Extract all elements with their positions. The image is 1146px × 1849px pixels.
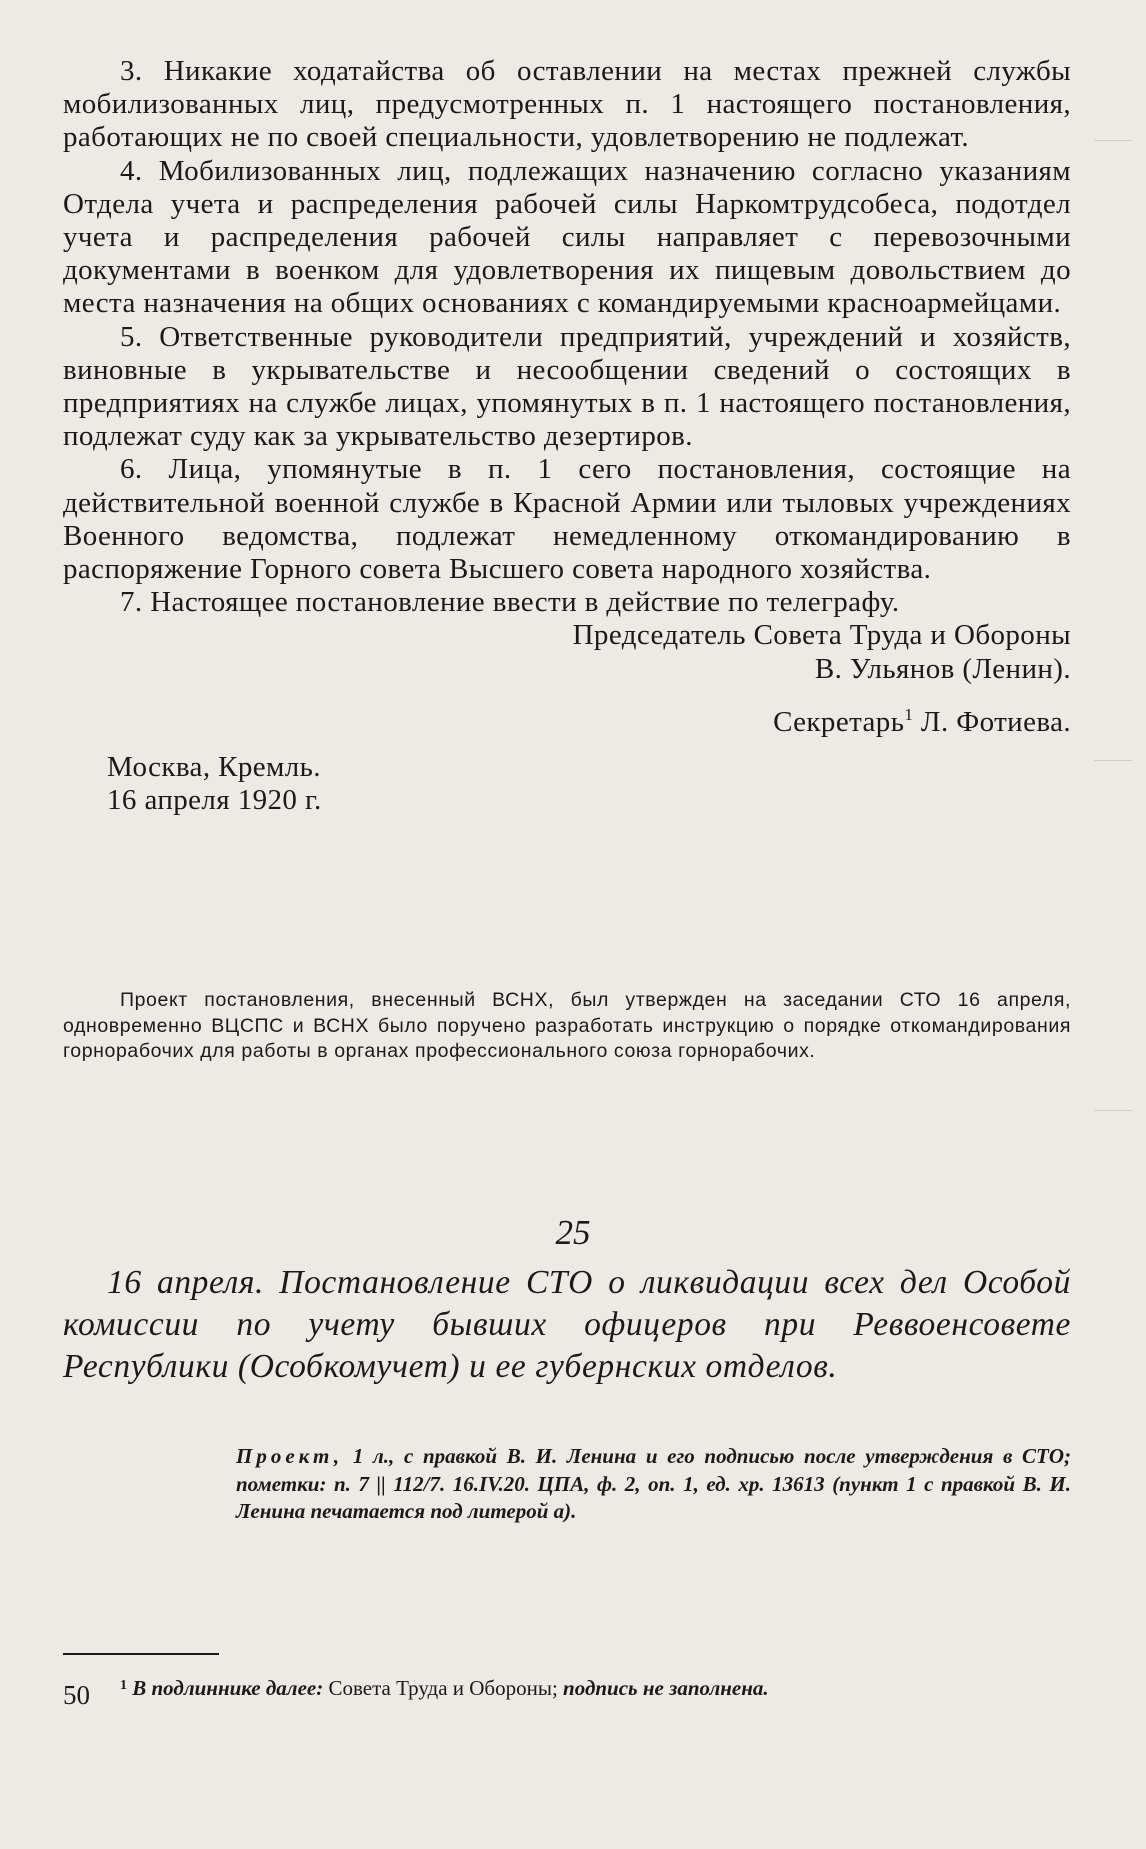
page-number <box>63 1680 90 1711</box>
secretary-label: Секретарь <box>773 705 905 738</box>
editorial-note: Проект постановления, внесенный ВСНХ, был утвержден на заседании СТО 16 апреля, одновременно ВЦСПС и ВСНХ было поручено разработать инструкцию о порядке откомандирования горнорабочих для работы в органах профессионального союза горнорабочих. <box>63 989 1071 1062</box>
paragraph-6: 6. Лица, упомянутые в п. 1 сего постановления, состоящие на действительной военной службе в Красной Армии или тыловых учреждениях Военного ведомства, подлежат немедленному откомандированию в распоряжение Горного совета Высшего совета народного хозяйства. <box>63 453 1071 586</box>
footnote-lead: В подлиннике далее: <box>132 1676 324 1700</box>
paragraph-5: 5. Ответственные руководители предприятий, учреждений и хозяйств, виновные в укрывательстве и несообщении сведений о состоящих в предприятиях на службе лицах, упомянутых в п. 1 настоящего постановления, подлежат суду как за укрывательство дезертиров. <box>63 320 1071 453</box>
decree-body <box>63 55 1071 817</box>
archive-lead: Проект, <box>236 1444 344 1468</box>
show-through-mark <box>1094 140 1132 141</box>
footnote-divider <box>63 1653 219 1655</box>
show-through-mark <box>1094 760 1132 761</box>
secretary-name: Л. Фотиева. <box>920 705 1071 738</box>
footnote-text: Совета Труда и Обороны; <box>328 1676 558 1700</box>
footnote <box>63 1672 1071 1702</box>
footnote-mark: 1 <box>120 1678 127 1693</box>
chairman-name: В. Ульянов (Ленин). <box>814 652 1071 685</box>
document-number: 25 <box>555 1213 591 1252</box>
chairman-title: Председатель Совета Труда и Обороны <box>572 619 1071 652</box>
paragraph-7: 7. Настоящее постановление ввести в действие по телеграфу. <box>120 586 900 619</box>
footnote-tail: подпись не заполнена. <box>563 1676 769 1700</box>
secretary-line <box>63 698 1071 739</box>
archive-text: 1 л., с правкой В. И. Ленина и его подписью после утверждения в СТО; пометки: п. 7 || 112/7. 16.IV.20. ЦПА, ф. 2, оп. 1, ед. хр. 13613 (пункт 1 с правкой В. И. Ленина печатается под литерой а). <box>236 1444 1072 1523</box>
date-line: 16 апреля 1920 г. <box>107 784 322 817</box>
document-title: 16 апреля. Постановление СТО о ликвидации всех дел Особой комиссии по учету бывших офицеров при Реввоенсовете Республики (Особкомучет) и ее губернских отделов. <box>63 1264 1071 1385</box>
archive-reference <box>236 1443 1071 1526</box>
show-through-mark <box>1094 1110 1132 1111</box>
paragraph-4: 4. Мобилизованных лиц, подлежащих назначению согласно указаниям Отдела учета и распределения рабочей силы Наркомтрудсобеса, подотдел учета и распределения рабочей силы направляет с перевозочными документами в военком для удовлетворения их пищевым довольствием до места назначения на общих основаниях с командируемыми красноармейцами. <box>63 154 1071 320</box>
place-line: Москва, Кремль. <box>107 751 321 784</box>
paragraph-3: 3. Никакие ходатайства об оставлении на местах прежней службы мобилизованных лиц, предусмотренных п. 1 настоящего постановления, работающих не по своей специальности, удовлетворению не подлежат. <box>63 55 1071 154</box>
page-number-value: 50 <box>63 1680 90 1710</box>
footnote-reference: 1 <box>904 704 914 724</box>
